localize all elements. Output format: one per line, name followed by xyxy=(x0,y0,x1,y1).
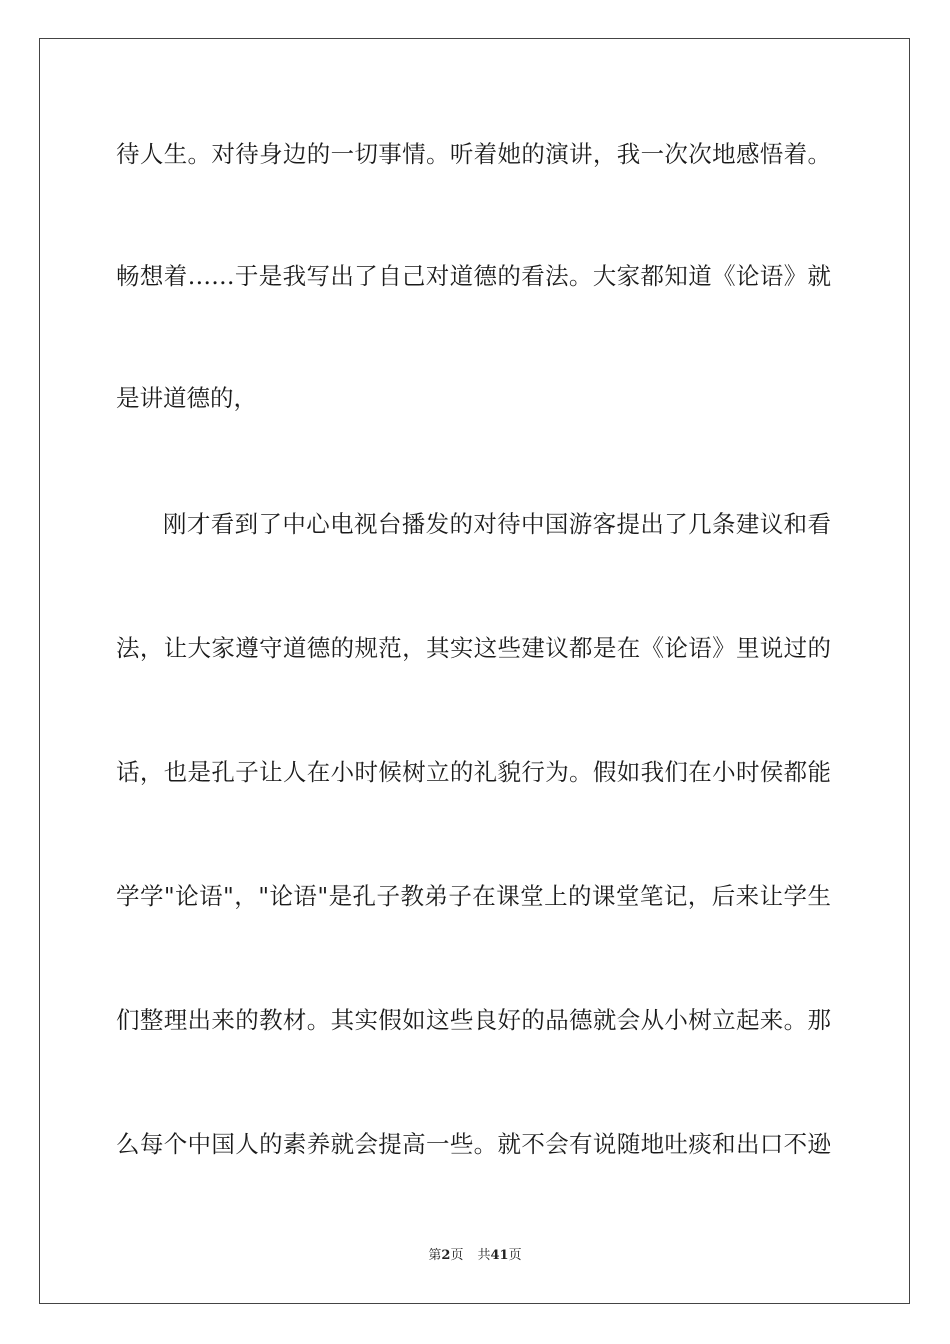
body-text-line-6: 话，也是孔子让人在小时候树立的礼貌行为。假如我们在小时侯都能 xyxy=(116,758,831,786)
page-footer xyxy=(0,1247,950,1265)
body-text-line-4: 刚才看到了中心电视台播发的对待中国游客提出了几条建议和看 xyxy=(163,510,831,538)
total-pages: 41 xyxy=(490,1248,509,1263)
body-text-line-7: 学学"论语"，"论语"是孔子教弟子在课堂上的课堂笔记，后来让学生 xyxy=(116,882,831,910)
page-suffix: 页 xyxy=(450,1248,464,1263)
body-text-line-2: 畅想着……于是我写出了自己对道德的看法。大家都知道《论语》就 xyxy=(116,262,831,290)
body-text-line-5: 法，让大家遵守道德的规范，其实这些建议都是在《论语》里说过的 xyxy=(116,634,831,662)
body-text-line-3: 是讲道德的， xyxy=(116,384,257,412)
total-suffix: 页 xyxy=(508,1248,522,1263)
page-prefix: 第 xyxy=(428,1248,442,1263)
body-text-line-8: 们整理出来的教材。其实假如这些良好的品德就会从小树立起来。那 xyxy=(116,1006,831,1034)
page-number: 2 xyxy=(441,1248,451,1263)
page-border xyxy=(39,38,910,1304)
body-text-line-1: 待人生。对待身边的一切事情。听着她的演讲，我一次次地感悟着。 xyxy=(116,140,831,168)
body-text-line-9: 么每个中国人的素养就会提高一些。就不会有说随地吐痰和出口不逊 xyxy=(116,1130,831,1158)
total-prefix: 共 xyxy=(477,1248,491,1263)
